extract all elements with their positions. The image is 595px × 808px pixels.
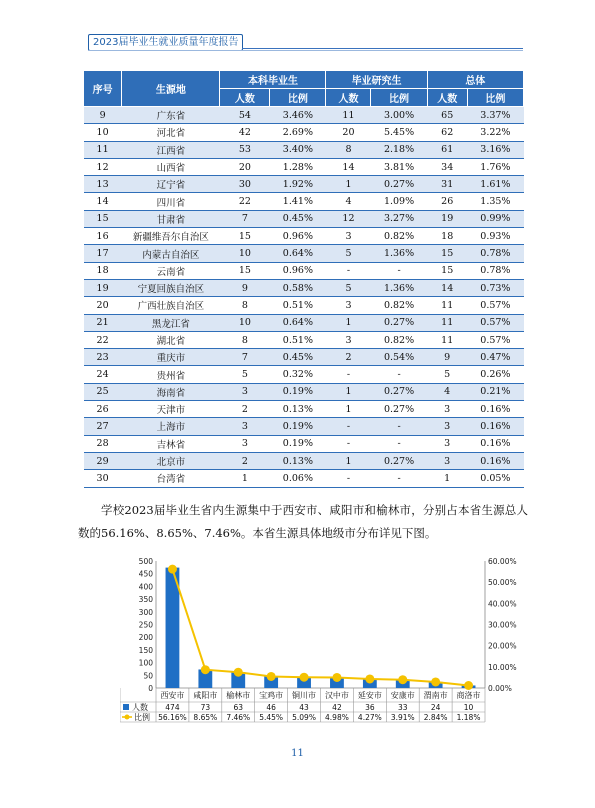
table-count-value: 63	[233, 703, 244, 712]
table-row	[84, 331, 524, 348]
cell-ug-ratio: 2.69%	[270, 124, 326, 141]
table-row	[84, 158, 524, 175]
cell-ug-count: 8	[220, 331, 270, 348]
cell-total-ratio: 3.16%	[467, 141, 523, 158]
ratio-point	[201, 665, 210, 674]
cell-total-count: 65	[427, 107, 467, 124]
cell-pg-count: 1	[326, 314, 371, 331]
header-rule	[242, 48, 523, 49]
sub-ratio-header: 比例	[371, 89, 427, 107]
cell-index: 20	[84, 297, 122, 314]
cell-index: 14	[84, 193, 122, 210]
cell-origin: 云南省	[122, 262, 220, 279]
right-tick-label: 20.00%	[488, 641, 517, 651]
report-title-badge: 2023届毕业生就业质量年度报告	[88, 34, 243, 51]
table-row	[84, 210, 524, 227]
left-tick-label: 250	[138, 620, 153, 630]
cell-origin: 山西省	[122, 158, 220, 175]
cell-index: 29	[84, 452, 122, 469]
cell-total-count: 11	[427, 331, 467, 348]
cell-origin: 广西壮族自治区	[122, 297, 220, 314]
left-tick-label: 150	[138, 645, 153, 655]
cell-ug-ratio: 0.64%	[270, 245, 326, 262]
cell-index: 28	[84, 435, 122, 452]
category-label: 西安市	[160, 691, 185, 700]
legend-bar-swatch	[123, 704, 129, 710]
cell-pg-ratio: -	[371, 470, 427, 487]
table-count-value: 43	[299, 703, 309, 712]
cell-ug-ratio: 0.13%	[270, 452, 326, 469]
cell-origin: 重庆市	[122, 349, 220, 366]
category-label: 延安市	[357, 691, 382, 700]
sub-count-header: 人数	[326, 89, 371, 107]
cell-ug-count: 7	[220, 210, 270, 227]
page-number: 11	[291, 748, 304, 759]
cell-total-ratio: 3.37%	[467, 107, 523, 124]
cell-total-ratio: 1.76%	[467, 158, 523, 175]
cell-ug-ratio: 0.19%	[270, 418, 326, 435]
cell-pg-ratio: -	[371, 418, 427, 435]
ratio-point	[267, 672, 276, 681]
cell-pg-ratio: 3.81%	[371, 158, 427, 175]
cell-pg-count: 1	[326, 176, 371, 193]
cell-total-ratio: 0.57%	[467, 331, 523, 348]
cell-total-count: 11	[427, 297, 467, 314]
table-row	[84, 401, 524, 418]
group-postgrad-header: 毕业研究生	[326, 71, 427, 89]
cell-total-count: 3	[427, 418, 467, 435]
cell-origin: 海南省	[122, 383, 220, 400]
cell-total-ratio: 0.99%	[467, 210, 523, 227]
cell-pg-ratio: -	[371, 366, 427, 383]
cell-pg-count: -	[326, 262, 371, 279]
cell-index: 21	[84, 314, 122, 331]
group-undergrad-header: 本科毕业生	[220, 71, 326, 89]
cell-pg-ratio: 0.27%	[371, 383, 427, 400]
cell-total-count: 3	[427, 452, 467, 469]
cell-total-ratio: 0.78%	[467, 262, 523, 279]
cell-ug-count: 3	[220, 383, 270, 400]
cell-origin: 贵州省	[122, 366, 220, 383]
ratio-point	[300, 673, 309, 682]
cell-origin: 湖北省	[122, 331, 220, 348]
cell-pg-ratio: 1.36%	[371, 245, 427, 262]
cell-pg-count: 2	[326, 349, 371, 366]
sub-count-header: 人数	[427, 89, 467, 107]
legend-bar-label: 人数	[132, 703, 148, 712]
table-row	[84, 314, 524, 331]
cell-index: 15	[84, 210, 122, 227]
cell-pg-count: -	[326, 435, 371, 452]
cell-ug-count: 10	[220, 245, 270, 262]
cell-total-count: 19	[427, 210, 467, 227]
city-distribution-chart	[120, 556, 540, 731]
table-row	[84, 435, 524, 452]
cell-pg-count: 3	[326, 228, 371, 245]
ratio-point	[431, 677, 440, 686]
cell-pg-count: 20	[326, 124, 371, 141]
category-label: 榆林市	[226, 691, 251, 700]
table-count-value: 474	[165, 703, 180, 712]
cell-ug-ratio: 0.19%	[270, 435, 326, 452]
cell-index: 17	[84, 245, 122, 262]
cell-pg-ratio: 5.45%	[371, 124, 427, 141]
cell-pg-count: 4	[326, 193, 371, 210]
cell-ug-count: 15	[220, 228, 270, 245]
table-count-value: 24	[430, 703, 441, 712]
cell-index: 12	[84, 158, 122, 175]
page-header	[88, 30, 523, 52]
cell-total-count: 4	[427, 383, 467, 400]
cell-index: 24	[84, 366, 122, 383]
table-count-value: 10	[463, 703, 474, 712]
table-count-value: 36	[365, 703, 375, 712]
left-tick-label: 0	[148, 684, 153, 693]
ratio-point	[168, 565, 177, 574]
cell-ug-count: 2	[220, 452, 270, 469]
category-label: 渭南市	[423, 691, 448, 700]
cell-ug-ratio: 0.64%	[270, 314, 326, 331]
cell-pg-ratio: 0.27%	[371, 176, 427, 193]
cell-pg-count: 1	[326, 401, 371, 418]
cell-pg-ratio: 1.36%	[371, 279, 427, 296]
origin-table	[83, 70, 524, 488]
table-row	[84, 297, 524, 314]
table-ratio-value: 8.65%	[193, 713, 218, 722]
cell-origin: 天津市	[122, 401, 220, 418]
cell-total-ratio: 3.22%	[467, 124, 523, 141]
cell-total-ratio: 0.16%	[467, 418, 523, 435]
sub-ratio-header: 比例	[467, 89, 523, 107]
cell-ug-ratio: 3.40%	[270, 141, 326, 158]
cell-ug-ratio: 0.58%	[270, 279, 326, 296]
cell-origin: 上海市	[122, 418, 220, 435]
cell-origin: 四川省	[122, 193, 220, 210]
cell-ug-ratio: 0.32%	[270, 366, 326, 383]
cell-origin: 河北省	[122, 124, 220, 141]
table-row	[84, 176, 524, 193]
cell-pg-ratio: 0.27%	[371, 314, 427, 331]
sub-count-header: 人数	[220, 89, 270, 107]
table-count-value: 33	[397, 703, 408, 712]
table-ratio-value: 3.91%	[390, 713, 415, 722]
cell-total-ratio: 0.78%	[467, 245, 523, 262]
sub-ratio-header: 比例	[270, 89, 326, 107]
col-index-header: 序号	[84, 71, 122, 107]
cell-index: 23	[84, 349, 122, 366]
cell-pg-count: 1	[326, 383, 371, 400]
cell-pg-count: 3	[326, 297, 371, 314]
cell-total-ratio: 0.16%	[467, 452, 523, 469]
cell-pg-ratio: 2.18%	[371, 141, 427, 158]
cell-total-count: 15	[427, 262, 467, 279]
right-tick-label: 40.00%	[488, 599, 517, 609]
cell-total-count: 26	[427, 193, 467, 210]
ratio-point	[234, 668, 243, 677]
cell-ug-count: 30	[220, 176, 270, 193]
left-tick-label: 500	[138, 557, 153, 566]
cell-total-ratio: 0.16%	[467, 401, 523, 418]
right-tick-label: 50.00%	[488, 578, 517, 588]
cell-origin: 吉林省	[122, 435, 220, 452]
cell-total-count: 15	[427, 245, 467, 262]
left-tick-label: 50	[143, 671, 153, 681]
cell-total-ratio: 0.73%	[467, 279, 523, 296]
cell-ug-ratio: 0.45%	[270, 349, 326, 366]
cell-total-count: 1	[427, 470, 467, 487]
table-row	[84, 470, 524, 487]
cell-total-count: 62	[427, 124, 467, 141]
cell-total-count: 61	[427, 141, 467, 158]
ratio-point	[398, 675, 407, 684]
right-tick-label: 0.00%	[488, 684, 512, 693]
table-row	[84, 279, 524, 296]
cell-ug-count: 7	[220, 349, 270, 366]
cell-pg-count: 3	[326, 331, 371, 348]
cell-ug-count: 5	[220, 366, 270, 383]
cell-total-ratio: 0.57%	[467, 297, 523, 314]
cell-ug-count: 3	[220, 435, 270, 452]
cell-total-count: 3	[427, 401, 467, 418]
cell-total-count: 34	[427, 158, 467, 175]
cell-index: 27	[84, 418, 122, 435]
right-tick-label: 10.00%	[488, 662, 517, 672]
cell-total-ratio: 0.57%	[467, 314, 523, 331]
table-ratio-value: 5.45%	[259, 713, 284, 722]
legend-line-dot	[125, 715, 130, 720]
table-ratio-value: 4.98%	[325, 713, 349, 722]
cell-index: 19	[84, 279, 122, 296]
cell-origin: 新疆维吾尔自治区	[122, 228, 220, 245]
category-label: 铜川市	[292, 691, 317, 700]
ratio-point	[464, 681, 473, 690]
cell-index: 16	[84, 228, 122, 245]
cell-ug-ratio: 0.45%	[270, 210, 326, 227]
cell-total-count: 14	[427, 279, 467, 296]
table-row	[84, 124, 524, 141]
cell-ug-count: 2	[220, 401, 270, 418]
category-label: 安康市	[390, 691, 415, 700]
cell-pg-count: 12	[326, 210, 371, 227]
cell-ug-count: 8	[220, 297, 270, 314]
cell-origin: 江西省	[122, 141, 220, 158]
category-label: 汉中市	[324, 691, 349, 700]
category-label: 咸阳市	[193, 691, 218, 700]
cell-pg-count: 8	[326, 141, 371, 158]
col-origin-header: 生源地	[122, 71, 220, 107]
table-ratio-value: 2.84%	[423, 713, 448, 722]
cell-index: 13	[84, 176, 122, 193]
ratio-point	[332, 673, 341, 682]
ratio-point	[365, 674, 374, 683]
cell-total-count: 3	[427, 435, 467, 452]
cell-ug-ratio: 1.28%	[270, 158, 326, 175]
table-ratio-value: 4.27%	[357, 713, 382, 722]
table-ratio-value: 56.16%	[158, 713, 187, 722]
cell-total-count: 18	[427, 228, 467, 245]
cell-ug-ratio: 0.96%	[270, 228, 326, 245]
cell-pg-ratio: 3.27%	[371, 210, 427, 227]
group-total-header: 总体	[427, 71, 523, 89]
cell-origin: 甘肃省	[122, 210, 220, 227]
cell-ug-ratio: 1.41%	[270, 193, 326, 210]
cell-total-ratio: 0.26%	[467, 366, 523, 383]
cell-index: 18	[84, 262, 122, 279]
legend-line-label: 比例	[134, 713, 150, 722]
cell-ug-ratio: 1.92%	[270, 176, 326, 193]
cell-ug-count: 9	[220, 279, 270, 296]
cell-origin: 北京市	[122, 452, 220, 469]
cell-total-count: 5	[427, 366, 467, 383]
cell-ug-count: 15	[220, 262, 270, 279]
cell-origin: 台湾省	[122, 470, 220, 487]
cell-origin: 内蒙古自治区	[122, 245, 220, 262]
cell-pg-ratio: 0.54%	[371, 349, 427, 366]
table-row	[84, 141, 524, 158]
cell-ug-count: 3	[220, 418, 270, 435]
table-row	[84, 107, 524, 124]
cell-index: 30	[84, 470, 122, 487]
cell-ug-count: 10	[220, 314, 270, 331]
left-tick-label: 100	[138, 658, 153, 668]
cell-pg-count: 1	[326, 452, 371, 469]
cell-pg-count: 14	[326, 158, 371, 175]
cell-ug-count: 1	[220, 470, 270, 487]
cell-ug-count: 42	[220, 124, 270, 141]
cell-pg-ratio: 0.82%	[371, 297, 427, 314]
cell-ug-ratio: 3.46%	[270, 107, 326, 124]
cell-total-count: 31	[427, 176, 467, 193]
cell-pg-ratio: 1.09%	[371, 193, 427, 210]
cell-total-ratio: 0.16%	[467, 435, 523, 452]
cell-total-ratio: 0.47%	[467, 349, 523, 366]
cell-pg-count: -	[326, 418, 371, 435]
cell-total-ratio: 1.61%	[467, 176, 523, 193]
cell-origin: 宁夏回族自治区	[122, 279, 220, 296]
cell-ug-ratio: 0.96%	[270, 262, 326, 279]
cell-total-count: 11	[427, 314, 467, 331]
category-label: 宝鸡市	[259, 691, 284, 700]
cell-pg-count: 11	[326, 107, 371, 124]
table-count-value: 42	[332, 703, 342, 712]
left-tick-label: 450	[138, 569, 153, 579]
cell-total-ratio: 0.05%	[467, 470, 523, 487]
cell-index: 22	[84, 331, 122, 348]
table-count-value: 46	[266, 703, 276, 712]
cell-ug-count: 53	[220, 141, 270, 158]
table-row	[84, 245, 524, 262]
cell-pg-ratio: 0.82%	[371, 228, 427, 245]
cell-pg-ratio: 0.27%	[371, 452, 427, 469]
left-tick-label: 350	[138, 595, 153, 605]
cell-origin: 黑龙江省	[122, 314, 220, 331]
cell-ug-ratio: 0.51%	[270, 331, 326, 348]
cell-pg-ratio: 0.82%	[371, 331, 427, 348]
table-row	[84, 452, 524, 469]
summary-paragraph: 学校2023届毕业生省内生源集中于西安市、咸阳市和榆林市，分别占本省生源总人数的56.16%、8.65%、7.46%。本省生源具体地级市分布详见下图。	[78, 503, 528, 540]
cell-ug-count: 54	[220, 107, 270, 124]
cell-total-ratio: 0.93%	[467, 228, 523, 245]
cell-origin: 辽宁省	[122, 176, 220, 193]
table-row	[84, 383, 524, 400]
right-tick-label: 60.00%	[488, 557, 517, 566]
ratio-line	[172, 569, 468, 685]
cell-pg-ratio: -	[371, 262, 427, 279]
category-label: 商洛市	[456, 691, 481, 700]
cell-ug-ratio: 0.13%	[270, 401, 326, 418]
cell-index: 25	[84, 383, 122, 400]
right-tick-label: 30.00%	[488, 620, 517, 630]
cell-pg-ratio: -	[371, 435, 427, 452]
table-ratio-value: 7.46%	[226, 713, 251, 722]
left-tick-label: 200	[138, 633, 153, 643]
table-row	[84, 193, 524, 210]
left-tick-label: 400	[138, 582, 153, 592]
cell-index: 9	[84, 107, 122, 124]
table-row	[84, 228, 524, 245]
table-row	[84, 349, 524, 366]
cell-pg-count: -	[326, 366, 371, 383]
cell-ug-count: 22	[220, 193, 270, 210]
cell-ug-ratio: 0.19%	[270, 383, 326, 400]
table-row	[84, 418, 524, 435]
header-rule-thin	[88, 50, 523, 51]
cell-total-ratio: 0.21%	[467, 383, 523, 400]
left-tick-label: 300	[138, 607, 153, 617]
cell-total-count: 9	[427, 349, 467, 366]
table-count-value: 73	[200, 703, 211, 712]
cell-ug-count: 20	[220, 158, 270, 175]
cell-index: 26	[84, 401, 122, 418]
table-row	[84, 366, 524, 383]
cell-index: 11	[84, 141, 122, 158]
cell-total-ratio: 1.35%	[467, 193, 523, 210]
cell-pg-count: -	[326, 470, 371, 487]
table-ratio-value: 5.09%	[292, 713, 316, 722]
cell-pg-count: 5	[326, 245, 371, 262]
cell-origin: 广东省	[122, 107, 220, 124]
cell-ug-ratio: 0.51%	[270, 297, 326, 314]
cell-pg-count: 5	[326, 279, 371, 296]
cell-pg-ratio: 0.27%	[371, 401, 427, 418]
cell-pg-ratio: 3.00%	[371, 107, 427, 124]
table-row	[84, 262, 524, 279]
table-ratio-value: 1.18%	[456, 713, 481, 722]
cell-index: 10	[84, 124, 122, 141]
cell-ug-ratio: 0.06%	[270, 470, 326, 487]
